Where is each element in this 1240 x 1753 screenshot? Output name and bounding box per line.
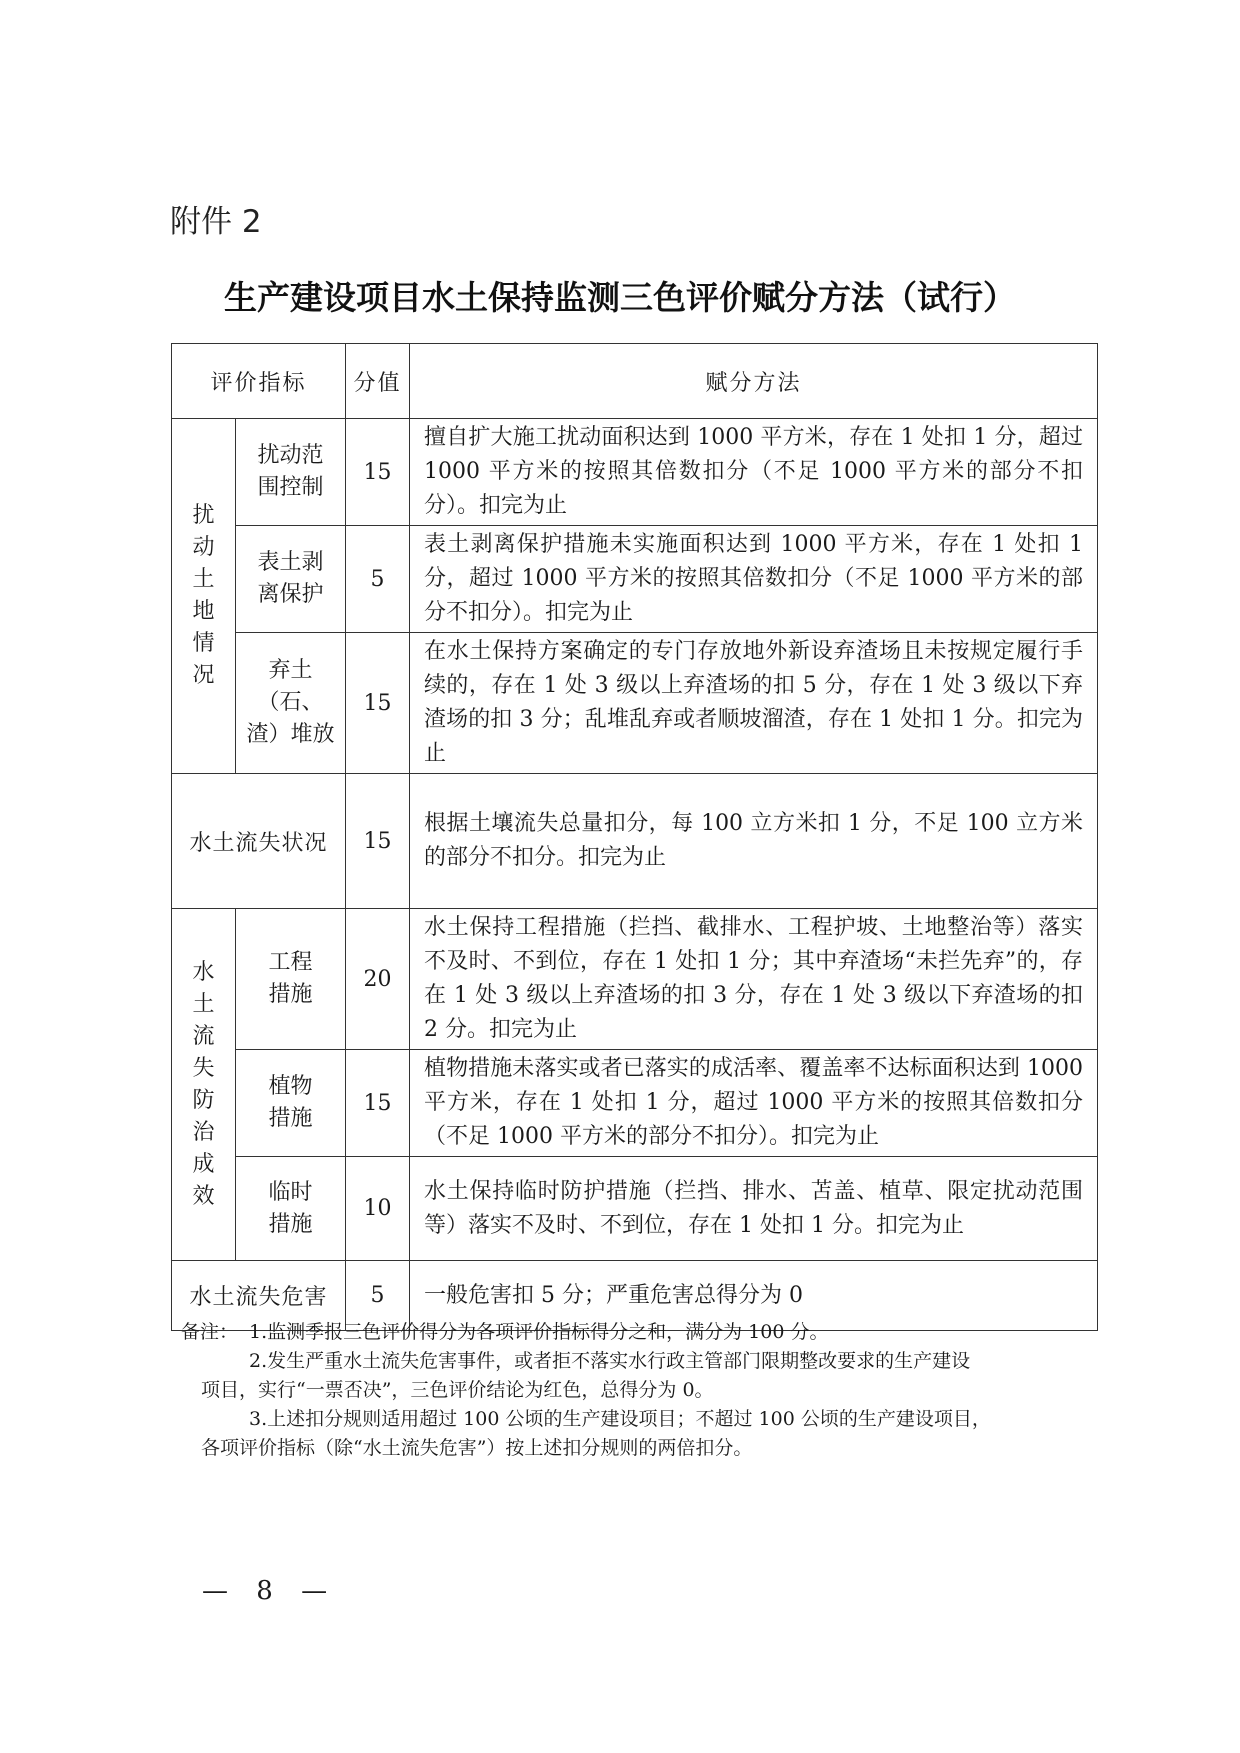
note-2-line-1: 2.发生严重水土流失危害事件，或者拒不落实水行政主管部门限期整改要求的生产建设 <box>249 1350 971 1372</box>
page-number: — 8 — <box>202 1576 338 1606</box>
method-text: 水土保持工程措施（拦挡、截排水、工程护坡、土地整治等）落实不及时、不到位，存在 1 处扣 1 分；其中弃渣场“未拦先弃”的，存在 1 处 3 级以上弃渣场的扣 3 分，存在 1 处 3 级以下弃渣场的扣 2 分。扣完为止 <box>410 909 1098 1050</box>
method-text: 表土剥离保护措施未实施面积达到 1000 平方米，存在 1 处扣 1 分，超过 1000 平方米的按照其倍数扣分（不足 1000 平方米的部分不扣分）。扣完为止 <box>410 526 1098 633</box>
sub-indicator: 临时 措施 <box>236 1157 346 1261</box>
sub-indicator: 表土剥 离保护 <box>236 526 346 633</box>
table-row <box>172 909 1098 1050</box>
score-value: 15 <box>346 419 410 526</box>
indicator-soil-loss-status: 水土流失状况 <box>172 774 346 909</box>
table-row <box>172 633 1098 774</box>
table-header-row <box>172 344 1098 419</box>
table-row <box>172 526 1098 633</box>
score-value: 15 <box>346 774 410 909</box>
score-value: 15 <box>346 633 410 774</box>
score-value: 5 <box>346 1261 410 1331</box>
category-disturbed-land: 扰 动 土 地 情 况 <box>172 419 236 774</box>
table-row <box>172 774 1098 909</box>
note-3-line-1: 3.上述扣分规则适用超过 100 公顷的生产建设项目；不超过 100 公顷的生产建设项目， <box>249 1408 991 1430</box>
notes-label: 备注： <box>181 1321 239 1343</box>
score-value: 10 <box>346 1157 410 1261</box>
attachment-label: 附件 2 <box>170 204 262 240</box>
sub-indicator: 弃土 （石、 渣）堆放 <box>236 633 346 774</box>
method-text: 水土保持临时防护措施（拦挡、排水、苫盖、植草、限定扰动范围等）落实不及时、不到位，存在 1 处扣 1 分。扣完为止 <box>410 1157 1098 1261</box>
score-value: 20 <box>346 909 410 1050</box>
method-text: 植物措施未落实或者已落实的成活率、覆盖率不达标面积达到 1000 平方米，存在 1 处扣 1 分，超过 1000 平方米的按照其倍数扣分（不足 1000 平方米的部分不扣分）。扣完为止 <box>410 1050 1098 1157</box>
document-title: 生产建设项目水土保持监测三色评价赋分方法（试行） <box>224 278 1016 317</box>
table-row <box>172 1050 1098 1157</box>
score-value: 5 <box>346 526 410 633</box>
header-indicator: 评价指标 <box>172 344 346 419</box>
scoring-table <box>171 343 1098 1331</box>
note-1: 1.监测季报三色评价得分为各项评价指标得分之和，满分为 100 分。 <box>249 1321 829 1343</box>
method-text: 擅自扩大施工扰动面积达到 1000 平方米，存在 1 处扣 1 分，超过 1000 平方米的按照其倍数扣分（不足 1000 平方米的部分不扣分）。扣完为止 <box>410 419 1098 526</box>
table-row <box>172 1157 1098 1261</box>
method-text: 在水土保持方案确定的专门存放地外新设弃渣场且未按规定履行手续的，存在 1 处 3 级以上弃渣场的扣 5 分，存在 1 处 3 级以下弃渣场的扣 3 分；乱堆乱弃或者顺坡溜渣，存在 1 处扣 1 分。扣完为止 <box>410 633 1098 774</box>
method-text: 根据土壤流失总量扣分，每 100 立方米扣 1 分，不足 100 立方米的部分不扣分。扣完为止 <box>410 774 1098 909</box>
sub-indicator: 扰动范 围控制 <box>236 419 346 526</box>
method-text: 一般危害扣 5 分；严重危害总得分为 0 <box>410 1261 1098 1331</box>
header-score: 分值 <box>346 344 410 419</box>
score-value: 15 <box>346 1050 410 1157</box>
indicator-soil-loss-hazard: 水土流失危害 <box>172 1261 346 1331</box>
notes-section <box>181 1318 1101 1463</box>
note-2-line-2: 项目，实行“一票否决”，三色评价结论为红色，总得分为 0。 <box>201 1379 714 1401</box>
note-3-line-2: 各项评价指标（除“水土流失危害”）按上述扣分规则的两倍扣分。 <box>201 1437 753 1459</box>
table-row <box>172 419 1098 526</box>
sub-indicator: 工程 措施 <box>236 909 346 1050</box>
sub-indicator: 植物 措施 <box>236 1050 346 1157</box>
header-method: 赋分方法 <box>410 344 1098 419</box>
category-prevention-effect: 水 土 流 失 防 治 成 效 <box>172 909 236 1261</box>
